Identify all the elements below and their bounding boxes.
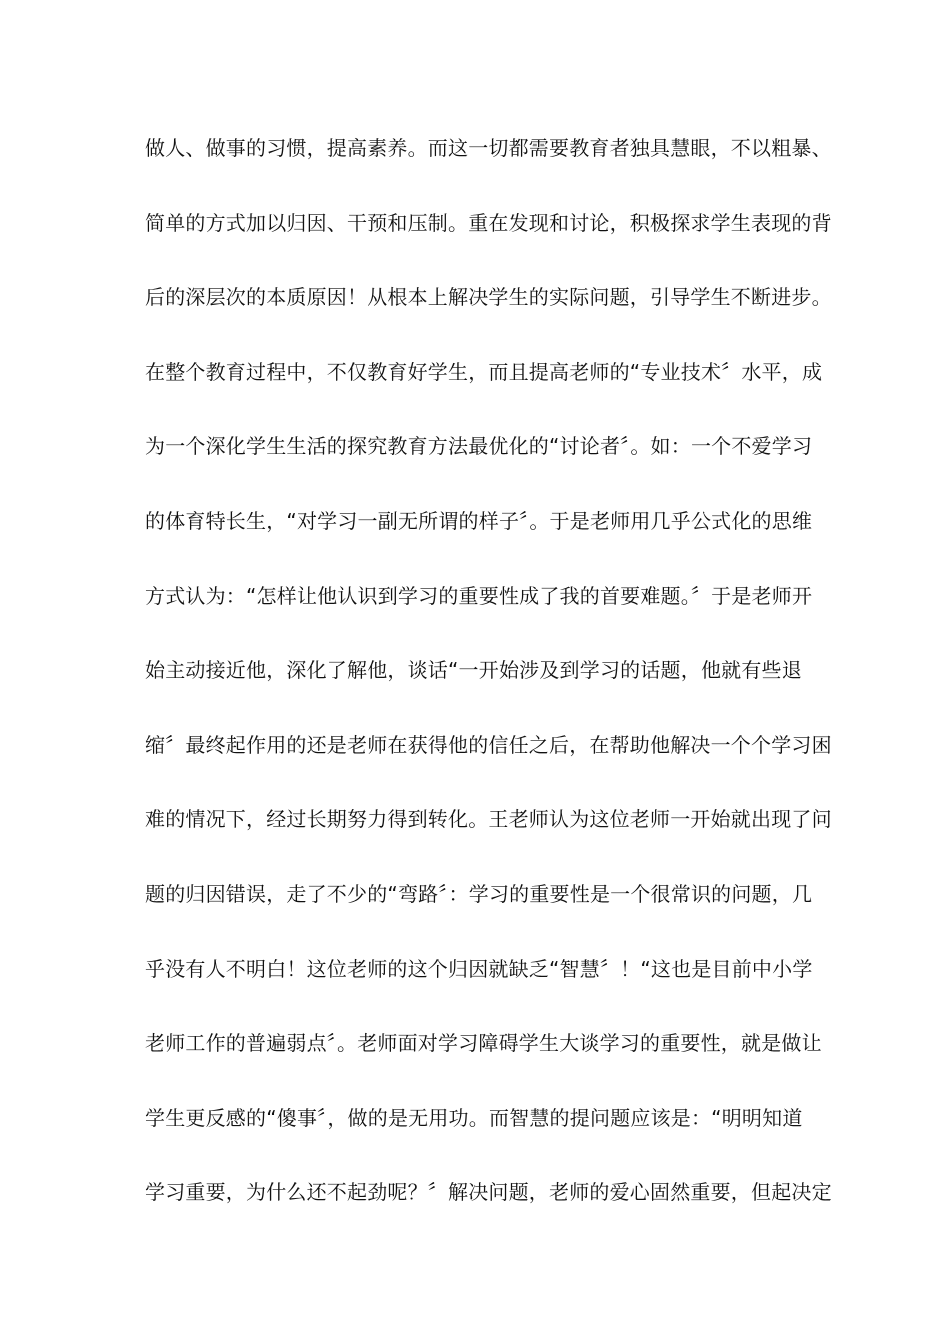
text-line: 始主动接近他，深化了解他，谈话“一开始涉及到学习的话题，他就有些退 — [145, 658, 802, 683]
text-line: 做人、做事的习惯，提高素养。而这一切都需要教育者独具慧眼，不以粗暴、 — [145, 136, 832, 160]
text-line: 题的归因错误，走了不少的“弯路〞：学习的重要性是一个很常识的问题，几 — [145, 881, 813, 906]
text-line: 缩〞最终起作用的还是老师在获得他的信任之后，在帮助他解决一个个学习困 — [145, 732, 832, 757]
text-line: 学生更反感的“傻事〞，做的是无用功。而智慧的提问题应该是：“明明知道 — [145, 1105, 803, 1130]
text-line: 简单的方式加以归因、干预和压制。重在发现和讨论，积极探求学生表现的背 — [145, 210, 832, 235]
text-line: 后的深层次的本质原因！从根本上解决学生的实际问题，引导学生不断进步。 — [145, 285, 832, 310]
text-line: 难的情况下，经过长期努力得到转化。王老师认为这位老师一开始就出现了问 — [145, 807, 832, 832]
body-text — [145, 128, 832, 1247]
text-line: 为一个深化学生生活的探究教育方法最优化的“讨论者〞。如：一个不爱学习 — [145, 434, 813, 459]
text-line: 老师工作的普遍弱点〞。老师面对学习障碍学生大谈学习的重要性，就是做让 — [145, 1031, 822, 1056]
text-line: 乎没有人不明白！这位老师的这个归因就缺乏“智慧〞！“这也是目前中小学 — [145, 956, 813, 981]
text-line: 在整个教育过程中，不仅教育好学生，而且提高老师的“专业技术〞水平，成 — [145, 359, 823, 384]
text-line: 的体育特长生，“对学习一副无所谓的样子〞。于是老师用几乎公式化的思维 — [145, 508, 813, 533]
text-line: 学习重要，为什么还不起劲呢？〞解决问题，老师的爱心固然重要，但起决定 — [145, 1180, 832, 1205]
text-line: 方式认为：“怎样让他认识到学习的重要性成了我的首要难题。〞于是老师开 — [145, 583, 813, 608]
